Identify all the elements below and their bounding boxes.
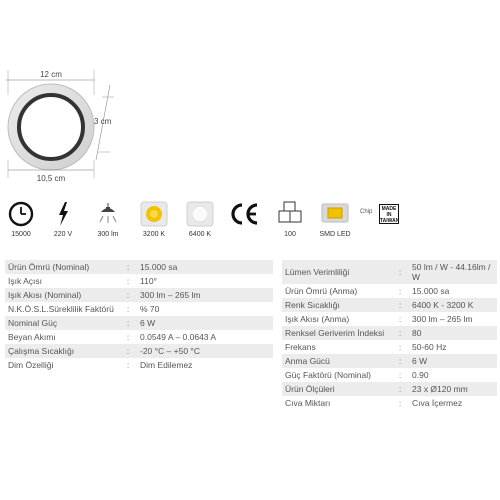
spec-row xyxy=(282,382,497,396)
spec-value: -20 °C – +50 °C xyxy=(137,344,273,358)
spec-separator: : xyxy=(391,326,409,340)
lumen-label: 300 lm xyxy=(97,231,119,238)
spec-separator: : xyxy=(398,370,402,380)
spec-value: Cıva İçermez xyxy=(412,398,463,408)
spec-value: 110° xyxy=(140,276,157,286)
spec-separator: : xyxy=(391,298,409,312)
spec-row xyxy=(282,396,497,410)
spec-value: Dim Edilemez xyxy=(140,360,193,370)
spec-value: 80 xyxy=(409,326,497,340)
spec-separator: : xyxy=(126,304,130,314)
spec-separator: : xyxy=(119,316,137,330)
spec-key: Anma Gücü xyxy=(282,354,391,368)
spec-row xyxy=(5,358,273,372)
spec-value: 6 W xyxy=(137,316,273,330)
box-quantity-icon xyxy=(273,200,307,245)
spec-value: 6400 K - 3200 K xyxy=(409,298,497,312)
spec-key: Güç Faktörü (Nominal) xyxy=(285,370,371,380)
spec-key: Işık Açısı xyxy=(8,276,43,286)
made-in-taiwan-badge: MADE IN TAIWAN xyxy=(380,206,400,224)
spec-key: Ürün Ömrü (Nominal) xyxy=(5,260,119,274)
spec-key: Renk Sıcaklığı xyxy=(282,298,391,312)
spec-value: 15.000 sa xyxy=(412,286,450,296)
chip-label: Chip xyxy=(360,209,373,215)
cool-light-icon xyxy=(183,200,217,245)
spec-key: Nominal Güç xyxy=(5,316,119,330)
spec-value: 300 lm – 265 lm xyxy=(412,314,473,324)
spec-row xyxy=(5,260,273,274)
spec-separator: : xyxy=(119,344,137,358)
right-spec-table xyxy=(282,260,497,410)
voltage-bolt-icon xyxy=(46,200,80,245)
lifetime-label: 15000 xyxy=(11,231,31,238)
spec-row xyxy=(5,316,273,330)
spec-row xyxy=(282,312,497,326)
spec-key: Çalışma Sıcaklığı xyxy=(5,344,119,358)
spec-separator: : xyxy=(119,260,137,274)
spec-key: Ürün Ömrü (Anma) xyxy=(285,286,358,296)
spec-row xyxy=(282,340,497,354)
spec-value: 6 W xyxy=(409,354,497,368)
spec-value: 23 x Ø120 mm xyxy=(409,382,497,396)
spec-value: 0.0549 A – 0.0643 A xyxy=(140,332,217,342)
spec-key: Cıva Miktarı xyxy=(285,398,331,408)
spec-value: 0.90 xyxy=(412,370,429,380)
spec-key: Işık Akısı (Nominal) xyxy=(5,288,119,302)
warm-temp-label: 3200 K xyxy=(142,231,166,238)
spec-key: Lümen Verimliliği xyxy=(282,260,391,284)
lifetime-clock-icon xyxy=(4,200,38,245)
feature-icon-strip xyxy=(0,200,500,245)
spec-row xyxy=(5,288,273,302)
spec-separator: : xyxy=(391,260,409,284)
spec-key: Beyan Akımı xyxy=(8,332,56,342)
spec-row xyxy=(5,344,273,358)
smd-led-icon xyxy=(318,200,352,245)
spec-row xyxy=(282,284,497,298)
inner-ring xyxy=(19,95,83,159)
spec-separator: : xyxy=(398,286,402,296)
spec-key: Dim Özelliği xyxy=(8,360,54,370)
spec-separator: : xyxy=(398,398,402,408)
spec-key: Ürün Ölçüleri xyxy=(282,382,391,396)
spec-value: 50 lm / W - 44.16lm / W xyxy=(409,260,497,284)
product-dimension-drawing xyxy=(0,55,150,190)
lamp-lumen-icon xyxy=(91,200,125,245)
smd-led-label: SMD LED xyxy=(319,231,351,238)
diameter-label: 12 cm xyxy=(40,70,62,79)
spec-separator: : xyxy=(126,332,130,342)
spec-value: 15.000 sa xyxy=(137,260,273,274)
spec-row xyxy=(5,330,273,344)
spec-separator: : xyxy=(391,354,409,368)
spec-key: N.K.Ö.S.L.Süreklilik Faktörü xyxy=(8,304,114,314)
spec-key: Işık Akısı (Anma) xyxy=(285,314,350,324)
spec-key: Renksel Geriverim İndeksi xyxy=(282,326,391,340)
spec-value: 300 lm – 265 lm xyxy=(137,288,273,302)
height-label: 3 cm xyxy=(94,117,112,126)
spec-row xyxy=(5,274,273,288)
warm-light-icon xyxy=(137,200,171,245)
spec-row xyxy=(5,302,273,316)
spec-separator: : xyxy=(398,314,402,324)
spec-row xyxy=(282,354,497,368)
spec-separator: : xyxy=(126,360,130,370)
spec-separator: : xyxy=(119,288,137,302)
spec-row xyxy=(282,368,497,382)
left-spec-table xyxy=(5,260,273,372)
cool-temp-label: 6400 K xyxy=(188,231,212,238)
chip-made-in-taiwan-icon xyxy=(362,200,402,245)
spec-value: % 70 xyxy=(140,304,160,314)
spec-row xyxy=(282,326,497,340)
voltage-label: 220 V xyxy=(53,231,73,238)
spec-key: Frekans xyxy=(285,342,316,352)
box-quantity-label: 100 xyxy=(284,231,296,238)
spec-value: 50-60 Hz xyxy=(412,342,447,352)
spec-row xyxy=(282,298,497,312)
cutout-label: 10,5 cm xyxy=(36,174,66,183)
spec-separator: : xyxy=(391,382,409,396)
spec-separator: : xyxy=(126,276,130,286)
ce-mark-icon xyxy=(227,200,261,245)
spec-separator: : xyxy=(398,342,402,352)
spec-row xyxy=(282,260,497,284)
